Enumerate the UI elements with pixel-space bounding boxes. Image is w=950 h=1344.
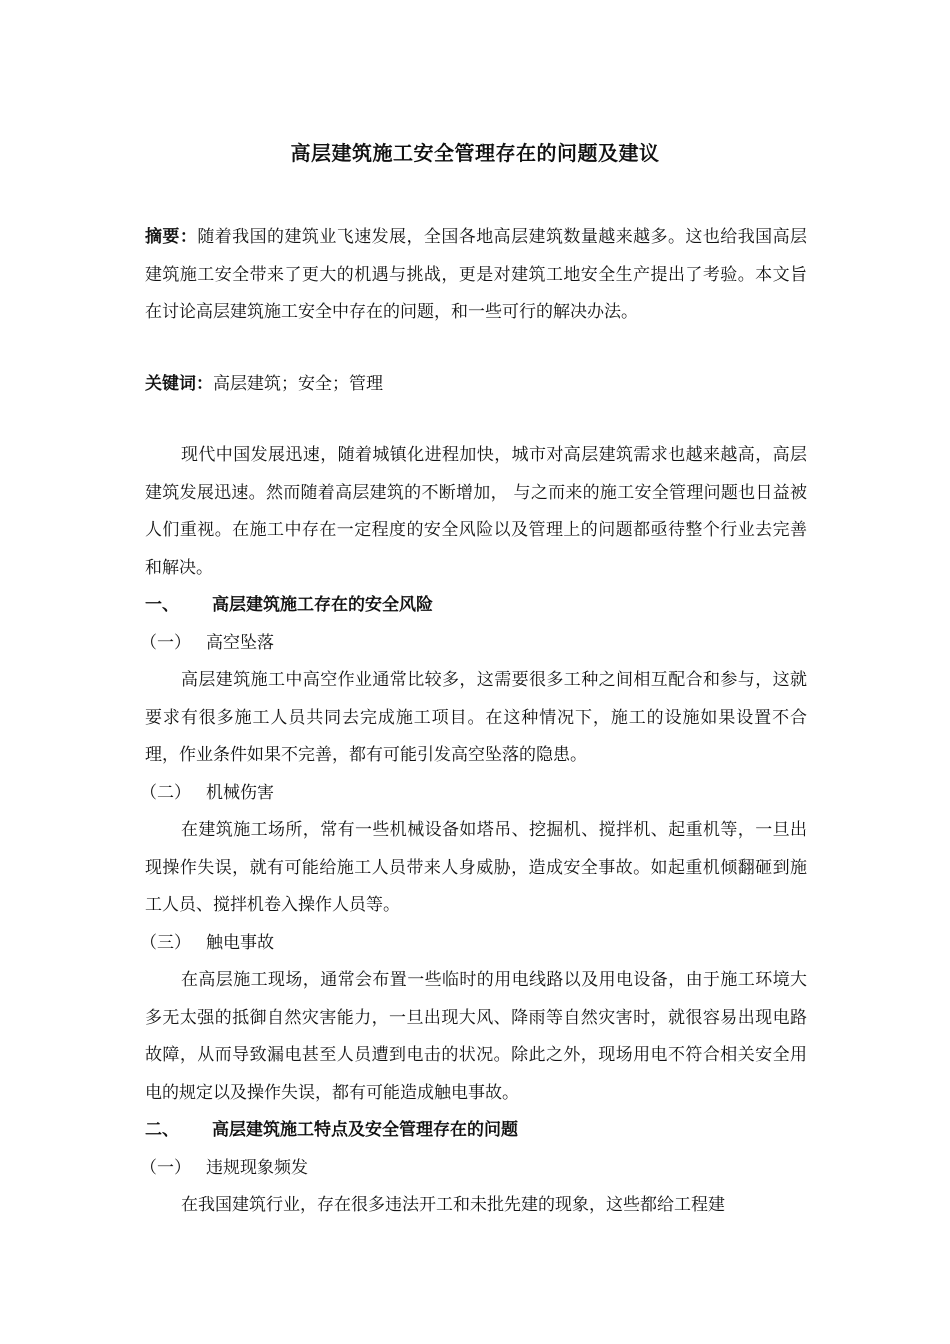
section-2-1-title: 违规现象频发 xyxy=(206,1157,308,1178)
section-2-1-number: （一） xyxy=(140,1157,191,1178)
section-2-1-paragraph: 在我国建筑行业，存在很多违法开工和未批先建的现象，这些都给工程建 xyxy=(181,1195,725,1215)
section-1-number: 一、 xyxy=(145,595,179,615)
section-1-1-number: （一） xyxy=(140,632,191,653)
section-1-2-number: （二） xyxy=(140,782,191,803)
section-1-3-title: 触电事故 xyxy=(206,932,274,953)
section-1-2-title: 机械伤害 xyxy=(206,782,274,803)
intro-paragraph: 现代中国发展迅速，随着城镇化进程加快，城市对高层建筑需求也越来越高，高层建筑发展迅速。然而随着高层建筑的不断增加， 与之而来的施工安全管理问题也日益被人们重视。在施工中存在一定程度的安全风险以及管理上的问题都亟待整个行业去完善和解决。 xyxy=(145,445,807,578)
section-2-1-heading xyxy=(140,1150,807,1188)
abstract-text: 随着我国的建筑业飞速发展，全国各地高层建筑数量越来越多。这也给我国高层建筑施工安全带来了更大的机遇与挑战，更是对建筑工地安全生产提出了考验。本文旨在讨论高层建筑施工安全中存在的问题，和一些可行的解决办法。 xyxy=(145,227,808,322)
abstract xyxy=(145,219,807,332)
section-2-number: 二、 xyxy=(145,1120,179,1140)
section-2-heading xyxy=(145,1112,807,1150)
keywords-text: 高层建筑；安全；管理 xyxy=(213,374,383,394)
section-1-title: 高层建筑施工存在的安全风险 xyxy=(212,595,433,615)
section-1-1-paragraph: 高层建筑施工中高空作业通常比较多，这需要很多工种之间相互配合和参与，这就要求有很多施工人员共同去完成施工项目。在这种情况下，施工的设施如果设置不合理，作业条件如果不完善，都有可能引发高空坠落的隐患。 xyxy=(145,670,807,765)
section-2-title: 高层建筑施工特点及安全管理存在的问题 xyxy=(212,1120,518,1140)
section-1-1-title: 高空坠落 xyxy=(206,632,274,653)
abstract-label: 摘要： xyxy=(145,227,198,247)
section-1-1-heading xyxy=(140,625,807,663)
section-1-2-paragraph: 在建筑施工场所，常有一些机械设备如塔吊、挖掘机、搅拌机、起重机等，一旦出现操作失误，就有可能给施工人员带来人身威胁，造成安全事故。如起重机倾翻砸到施工人员、搅拌机卷入操作人员等。 xyxy=(145,820,807,915)
section-1-2-heading xyxy=(140,775,807,813)
document-body xyxy=(140,437,807,1225)
section-1-3-heading xyxy=(140,925,807,963)
section-1-3-number: （三） xyxy=(140,932,191,953)
keywords-label: 关键词： xyxy=(145,374,213,394)
section-1-heading xyxy=(145,587,807,625)
document-title: 高层建筑施工安全管理存在的问题及建议 xyxy=(290,141,660,165)
section-1-3-paragraph: 在高层施工现场，通常会布置一些临时的用电线路以及用电设备，由于施工环境大多无太强的抵御自然灾害能力，一旦出现大风、降雨等自然灾害时，就很容易出现电路故障，从而导致漏电甚至人员遭到电击的状况。除此之外，现场用电不符合相关安全用电的规定以及操作失误，都有可能造成触电事故。 xyxy=(145,970,807,1103)
keywords xyxy=(145,366,807,404)
